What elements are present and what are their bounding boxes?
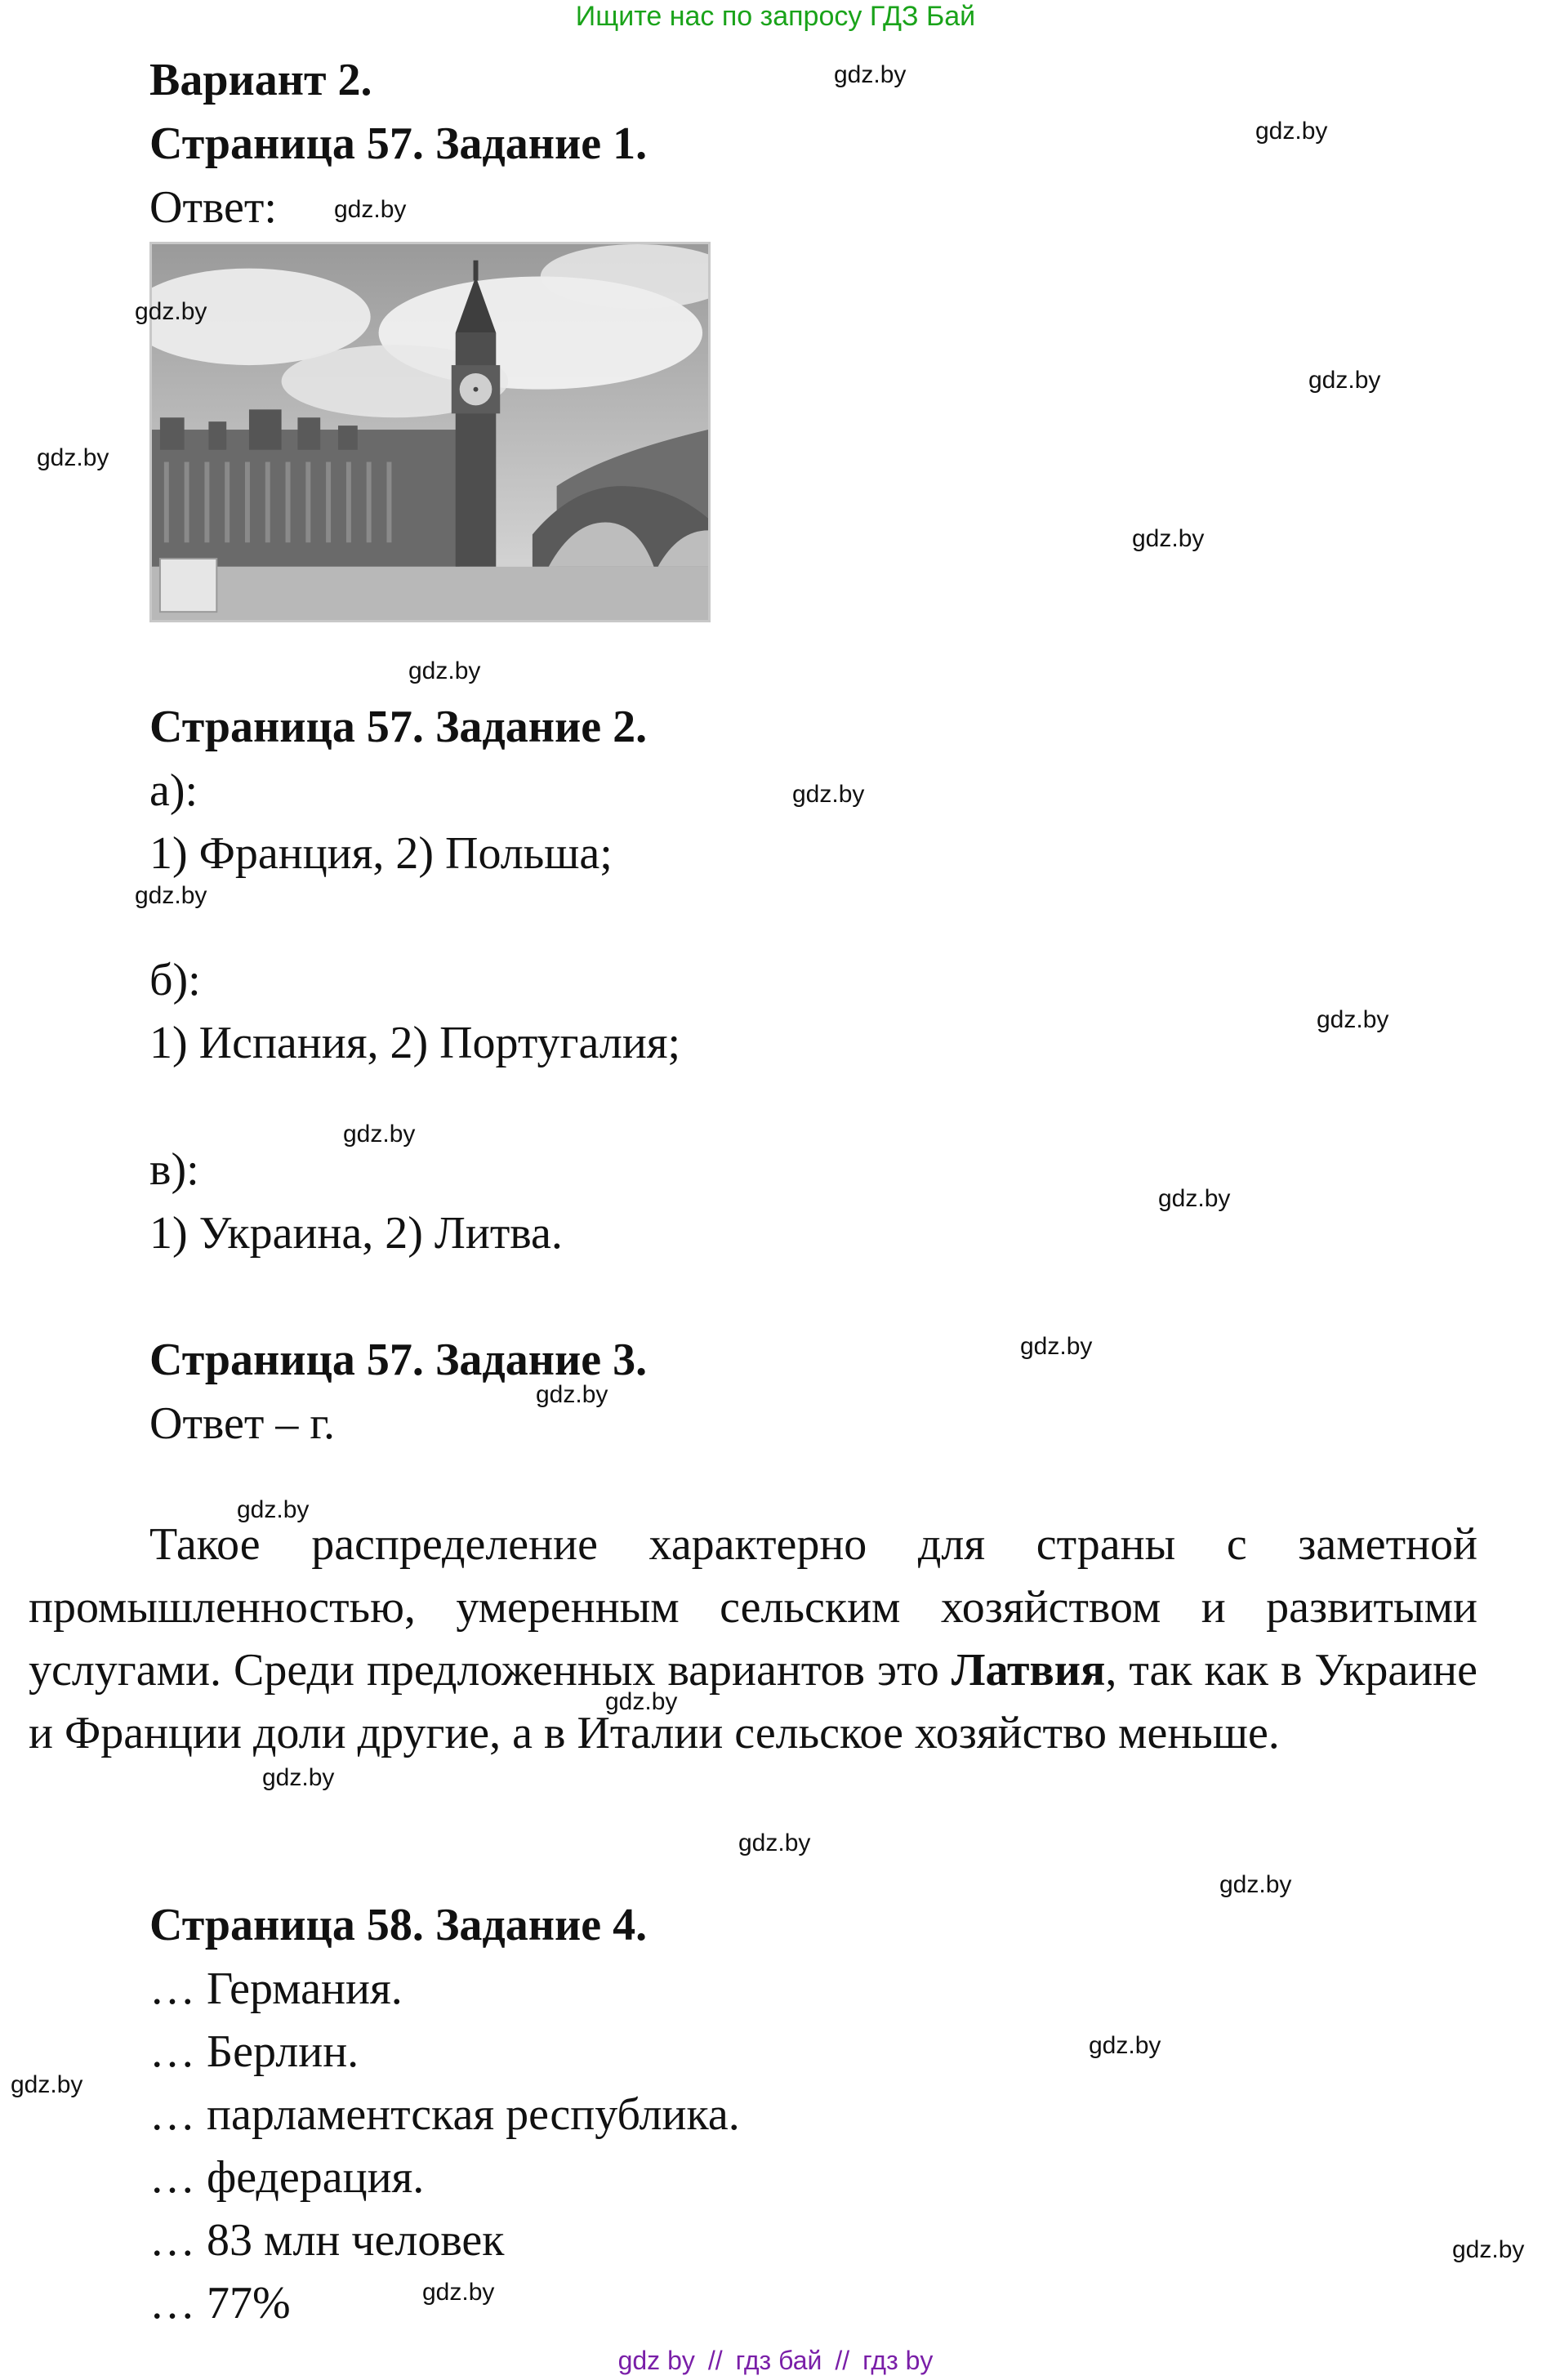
task4-item: … парламентская республика.	[149, 2089, 740, 2140]
watermark: gdz.by	[1158, 1185, 1231, 1212]
task3-explanation-part1: Такое распределение характерно для страны с заметной промышленностью, умеренным сельским хозяйством и развитыми услугами. Среди предложенных вариантов это	[29, 1519, 1477, 1696]
task2-b-label: б):	[149, 955, 201, 1005]
task3-answer: Ответ – г.	[149, 1398, 336, 1449]
watermark: gdz.by	[11, 2071, 83, 2098]
task4-item: … 77%	[149, 2278, 291, 2329]
watermark: gdz.by	[536, 1381, 608, 1408]
task2-a-label: а):	[149, 765, 198, 816]
footer-link-gdz-bai[interactable]: гдз бай	[735, 2346, 822, 2375]
task1-heading: Страница 57. Задание 1.	[149, 118, 648, 169]
footer-separator: //	[835, 2346, 850, 2375]
watermark: gdz.by	[343, 1121, 416, 1148]
task4-item: … Берлин.	[149, 2026, 359, 2077]
task4-heading: Страница 58. Задание 4.	[149, 1900, 648, 1950]
watermark: gdz.by	[1132, 525, 1205, 552]
task3-explanation-bold: Латвия	[951, 1645, 1106, 1696]
watermark: gdz.by	[135, 298, 207, 325]
watermark: gdz.by	[408, 657, 481, 684]
watermark: gdz.by	[1089, 2032, 1161, 2059]
task2-c-answer: 1) Украина, 2) Литва.	[149, 1208, 563, 1259]
task1-answer-label: Ответ:	[149, 182, 277, 233]
footer-separator: //	[707, 2346, 723, 2375]
footer-link-gdz-by[interactable]: gdz by	[617, 2346, 695, 2375]
watermark: gdz.by	[135, 882, 207, 909]
watermark: gdz.by	[792, 781, 865, 808]
watermark: gdz.by	[262, 1764, 335, 1791]
watermark: gdz.by	[1020, 1333, 1093, 1360]
watermark: gdz.by	[334, 196, 407, 223]
watermark: gdz.by	[1255, 118, 1328, 145]
watermark: gdz.by	[37, 444, 109, 471]
task2-heading: Страница 57. Задание 2.	[149, 702, 648, 752]
footer-links	[0, 2344, 1551, 2377]
watermark: gdz.by	[237, 1496, 310, 1523]
big-ben-photo	[149, 242, 711, 622]
task2-b-answer: 1) Испания, 2) Португалия;	[149, 1018, 681, 1068]
watermark: gdz.by	[1317, 1006, 1389, 1033]
footer-link-gdz-by-cyr[interactable]: гдз by	[862, 2346, 934, 2375]
watermark: gdz.by	[834, 61, 907, 88]
task4-item: … 83 млн человек	[149, 2215, 505, 2266]
watermark: gdz.by	[422, 2279, 495, 2306]
task2-a-answer: 1) Франция, 2) Польша;	[149, 828, 613, 879]
watermark: gdz.by	[738, 1830, 811, 1856]
task4-item: … федерация.	[149, 2152, 425, 2203]
watermark: gdz.by	[1308, 367, 1381, 394]
watermark: gdz.by	[605, 1688, 678, 1715]
task3-heading: Страница 57. Задание 3.	[149, 1335, 648, 1385]
top-search-link[interactable]: Ищите нас по запросу ГДЗ Бай	[575, 1, 976, 32]
watermark: gdz.by	[1452, 2236, 1525, 2263]
task3-explanation-part2: , так как в Украине и Франции доли другие, а в Италии сельское хозяйство меньше.	[29, 1645, 1477, 1758]
variant-title: Вариант 2.	[149, 55, 372, 105]
task2-c-label: в):	[149, 1144, 199, 1195]
task3-explanation	[29, 1513, 1477, 1765]
task4-item: … Германия.	[149, 1963, 403, 2014]
watermark: gdz.by	[1219, 1871, 1292, 1898]
